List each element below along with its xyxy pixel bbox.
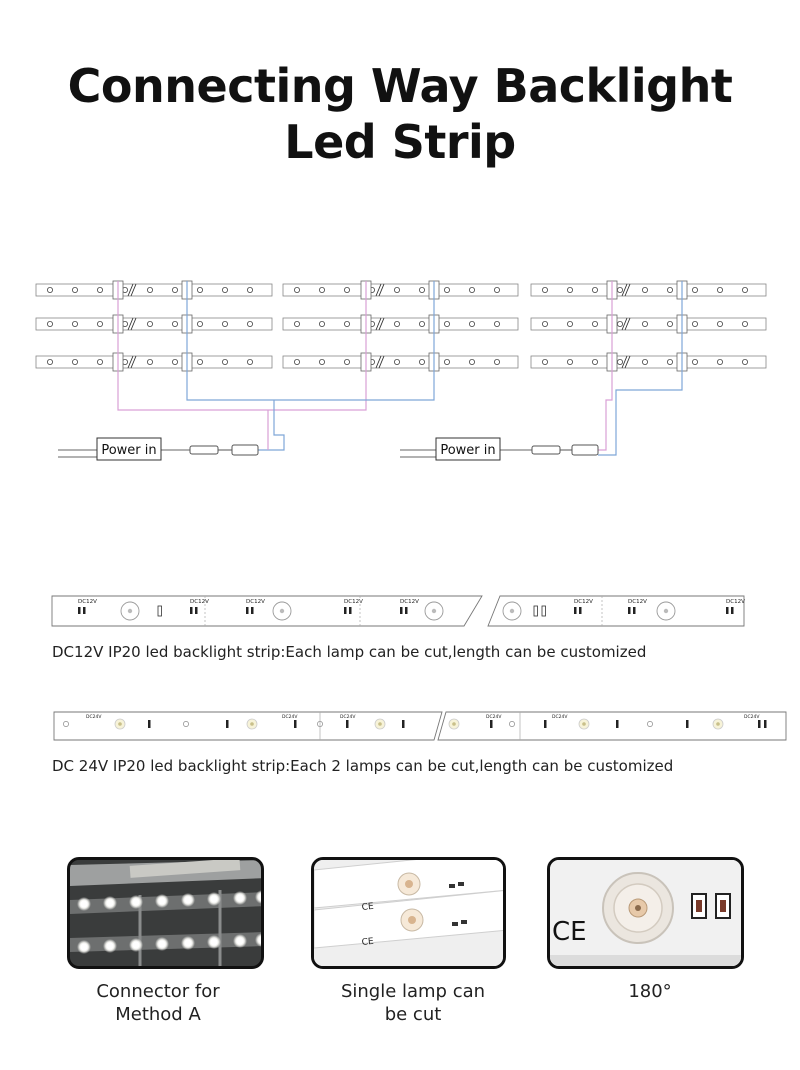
led-dot <box>494 287 499 292</box>
voltage-mark: DC12V <box>400 599 419 605</box>
led-dot <box>542 287 547 292</box>
led-dot <box>494 321 499 326</box>
led <box>81 944 88 951</box>
pad <box>83 607 86 614</box>
led-dot <box>222 359 227 364</box>
led <box>107 900 114 907</box>
svg-text:CE: CE <box>361 936 375 948</box>
strip-segment <box>531 284 766 296</box>
led-dot <box>469 359 474 364</box>
pad <box>226 720 229 728</box>
voltage-mark: DC12V <box>574 599 593 605</box>
voltage-mark: DC24V <box>86 715 102 720</box>
power-input-left <box>58 438 258 460</box>
led-dot <box>72 359 77 364</box>
led-dot <box>592 359 597 364</box>
dc-plug-right <box>532 446 560 454</box>
led-dot <box>394 287 399 292</box>
photo-label-180: 180° <box>628 981 672 1002</box>
led-dot <box>197 359 202 364</box>
lamp-core <box>452 722 456 726</box>
photo-label-single-lamp: Single lamp can be cut <box>340 981 486 1025</box>
pad <box>190 607 193 614</box>
dc-socket-left <box>232 445 258 455</box>
pad <box>405 607 408 614</box>
dc12v-strip-diagram <box>0 588 800 634</box>
photo-connector-method-a <box>67 857 264 969</box>
led-dot <box>319 321 324 326</box>
led-dot <box>197 287 202 292</box>
led-dot <box>667 321 672 326</box>
led <box>211 939 218 946</box>
led-dot <box>344 287 349 292</box>
pad <box>616 720 619 728</box>
voltage-mark: DC12V <box>246 599 265 605</box>
led <box>133 899 140 906</box>
photo-180-degree <box>547 857 744 969</box>
led-dot <box>294 287 299 292</box>
led <box>185 940 192 947</box>
led-dot <box>344 359 349 364</box>
resistor <box>542 606 546 616</box>
pad <box>294 720 297 728</box>
pad <box>544 720 547 728</box>
dc-plug-left <box>190 446 218 454</box>
voltage-mark: DC24V <box>552 715 568 720</box>
strip-body <box>488 596 744 626</box>
lamp-core <box>664 609 668 613</box>
photo-label-connector: Connector for Method A <box>96 981 220 1025</box>
pad <box>758 720 761 728</box>
pad <box>148 720 151 728</box>
wire-positive <box>118 281 366 410</box>
lamp-core <box>128 609 132 613</box>
strip-segment <box>531 356 766 368</box>
led-dot <box>444 321 449 326</box>
mount-hole <box>509 721 514 726</box>
lamp-core <box>510 609 514 613</box>
voltage-mark: DC24V <box>744 715 760 720</box>
led <box>107 943 114 950</box>
led-dot <box>667 287 672 292</box>
led-dot <box>692 359 697 364</box>
led-dot <box>642 321 647 326</box>
dc12v-caption: DC12V IP20 led backlight strip:Each lamp can be cut,length can be customized <box>52 643 647 661</box>
led-dot <box>617 359 622 364</box>
wire-negative <box>258 400 284 450</box>
voltage-mark: DC12V <box>726 599 745 605</box>
led-dot <box>717 321 722 326</box>
pad <box>574 607 577 614</box>
title-line-1: Connecting Way Backlight <box>67 59 733 113</box>
led-dot <box>394 359 399 364</box>
power-label-right: Power in <box>440 443 496 458</box>
dc24v-strip-diagram <box>0 706 800 746</box>
pad <box>764 720 767 728</box>
mount-hole <box>183 721 188 726</box>
led-dot <box>469 287 474 292</box>
voltage-mark: DC24V <box>340 715 356 720</box>
lamp-core <box>582 722 586 726</box>
lamp-core <box>280 609 284 613</box>
voltage-mark: DC12V <box>190 599 209 605</box>
led <box>185 897 192 904</box>
voltage-mark: DC24V <box>282 715 298 720</box>
led <box>159 941 166 948</box>
led-dot <box>97 321 102 326</box>
pad <box>349 607 352 614</box>
strip-segment <box>283 356 518 368</box>
svg-text:CE: CE <box>361 901 375 913</box>
lamp-core <box>250 722 254 726</box>
pad <box>731 607 734 614</box>
led-dot <box>717 287 722 292</box>
led-dot <box>344 321 349 326</box>
power-label-left: Power in <box>101 443 157 458</box>
led-dot <box>47 287 52 292</box>
dc24v-caption: DC 24V IP20 led backlight strip:Each 2 lamps can be cut,length can be customized <box>52 757 674 775</box>
led-dot <box>172 287 177 292</box>
led-dot <box>667 359 672 364</box>
svg-text:CE: CE <box>552 917 587 947</box>
led-dot <box>542 321 547 326</box>
pad <box>726 607 729 614</box>
mount-hole <box>647 721 652 726</box>
pad <box>490 720 493 728</box>
led-dot <box>319 359 324 364</box>
strip-segment <box>283 318 518 330</box>
wiring-diagram <box>0 260 800 470</box>
pad <box>195 607 198 614</box>
pad <box>686 720 689 728</box>
pad <box>78 607 81 614</box>
strip-segment <box>36 284 272 296</box>
lamp-core <box>378 722 382 726</box>
led-dot <box>592 287 597 292</box>
led-dot <box>72 321 77 326</box>
led-dot <box>567 359 572 364</box>
strip-segment <box>531 318 766 330</box>
led-dot <box>147 359 152 364</box>
led-dot <box>469 321 474 326</box>
led-dot <box>97 287 102 292</box>
voltage-mark: DC12V <box>628 599 647 605</box>
led-dot <box>642 359 647 364</box>
led-dot <box>319 287 324 292</box>
resistor <box>158 606 162 616</box>
pad <box>251 607 254 614</box>
mount-hole <box>63 721 68 726</box>
pad <box>579 607 582 614</box>
wire-negative <box>187 281 434 400</box>
pad <box>402 720 405 728</box>
led-dot <box>419 321 424 326</box>
pad <box>400 607 403 614</box>
led-dot <box>419 359 424 364</box>
strip-segment <box>283 284 518 296</box>
led-dot <box>742 287 747 292</box>
led-dot <box>294 359 299 364</box>
led-dot <box>247 287 252 292</box>
led-dot <box>172 359 177 364</box>
pad <box>628 607 631 614</box>
strip-segment <box>36 318 272 330</box>
voltage-mark: DC12V <box>78 599 97 605</box>
lamp-core <box>716 722 720 726</box>
title-line-2: Led Strip <box>284 115 516 169</box>
led-dot <box>642 287 647 292</box>
led-dot <box>567 321 572 326</box>
led-dot <box>692 287 697 292</box>
led-dot <box>147 321 152 326</box>
led-dot <box>692 321 697 326</box>
dc-socket-right <box>572 445 598 455</box>
led-dot <box>172 321 177 326</box>
lamp-core <box>118 722 122 726</box>
led-dot <box>394 321 399 326</box>
pad <box>346 720 349 728</box>
led <box>81 901 88 908</box>
led-dot <box>444 287 449 292</box>
led-dot <box>419 287 424 292</box>
strip-segment <box>36 356 272 368</box>
led-dot <box>97 359 102 364</box>
pad <box>344 607 347 614</box>
led-dot <box>617 321 622 326</box>
led-dot <box>592 321 597 326</box>
led <box>237 938 244 945</box>
led-dot <box>72 287 77 292</box>
led-dot <box>617 287 622 292</box>
led-dot <box>444 359 449 364</box>
led-dot <box>742 359 747 364</box>
lamp-core <box>432 609 436 613</box>
led-dot <box>247 359 252 364</box>
led-dot <box>147 287 152 292</box>
led-dot <box>47 321 52 326</box>
led-dot <box>222 287 227 292</box>
voltage-mark: DC12V <box>344 599 363 605</box>
led-dot <box>567 287 572 292</box>
led-dot <box>717 359 722 364</box>
led <box>237 895 244 902</box>
led-dot <box>197 321 202 326</box>
photo-single-lamp-cut <box>311 857 506 969</box>
page-title <box>0 58 800 170</box>
led <box>133 942 140 949</box>
resistor <box>534 606 538 616</box>
led-dot <box>222 321 227 326</box>
pad <box>633 607 636 614</box>
led-dot <box>742 321 747 326</box>
led-dot <box>47 359 52 364</box>
led <box>211 896 218 903</box>
power-input-right <box>400 438 598 460</box>
led-dot <box>247 321 252 326</box>
voltage-mark: DC24V <box>486 715 502 720</box>
led-dot <box>494 359 499 364</box>
led-dot <box>542 359 547 364</box>
led-dot <box>294 321 299 326</box>
pad <box>246 607 249 614</box>
led <box>159 898 166 905</box>
